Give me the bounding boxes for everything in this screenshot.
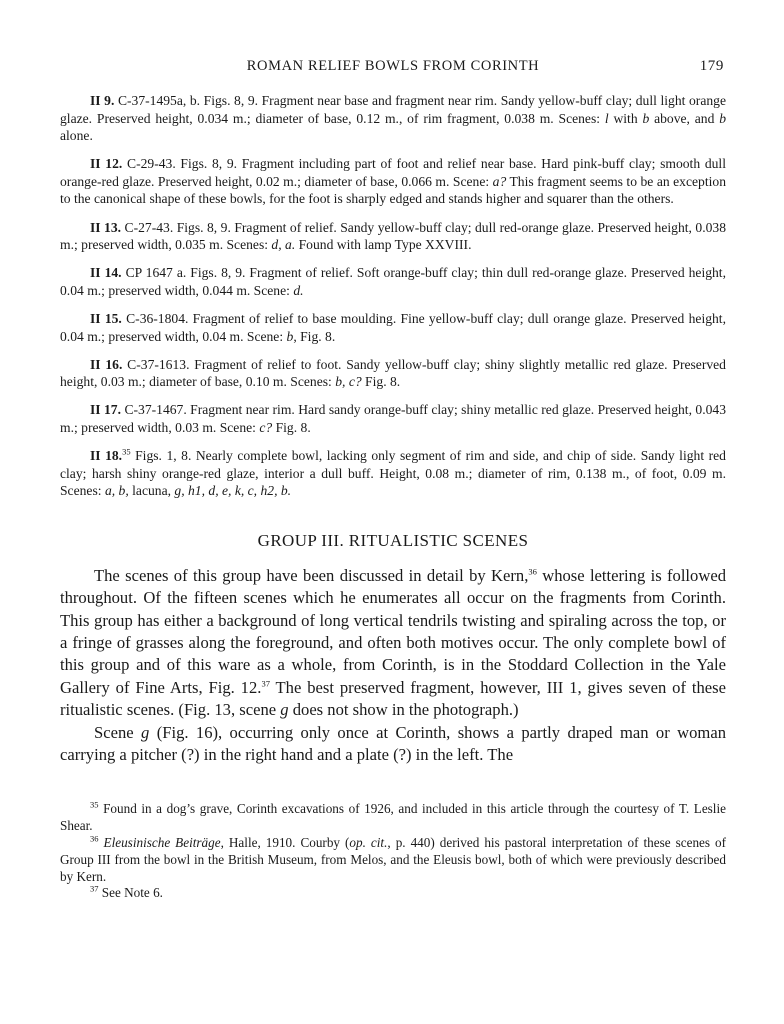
entry-label: II 13. [90,219,122,235]
catalogue-entries [60,92,726,500]
body-paragraph-2: Scene g (Fig. 16), occurring only once at Corinth, shows a partly draped man or woman carrying a pitcher (?) in the right hand and a plate (?) in the left. The [60,722,726,765]
page-number: 179 [699,58,724,74]
footnote-37: $^{37}$ See Note 6. [90,884,163,901]
entry-label: II 12. [90,156,123,172]
entry-label: II 18. [90,448,123,463]
catalogue-entry-ii-17: II 17. C-37-1467. Fragment near rim. Hard sandy orange-buff clay; shiny metallic red glaze. Preserved height, 0.043 m.; preserved width, 0.03 m. Scene: c? Fig. 8. [60,402,726,435]
section-heading: GROUP III. RITUALISTIC SCENES [257,530,529,550]
entry-label: II 9. [90,93,115,108]
catalogue-entry-ii-15: II 15. C-36-1804. Fragment of relief to base moulding. Fine yellow-buff clay; dull orange glaze. Preserved height, 0.04 m.; preserved width, 0.04 m. Scene: b, Fig. 8. [60,310,726,344]
footnote-36: $^{36}$ Eleusinische Beiträge, Halle, 1910. Courby (op. cit., p. 440) derived his pastoral interpretation of these scenes of Group III from the bowl in the British Museum, from Melos, and the Eleusis bowl, both of which were previously described by Kern. [60,833,727,884]
entry-label: II 16. [90,356,123,372]
entry-label: II 17. [90,402,122,418]
catalogue-entry-ii-13: II 13. C-27-43. Figs. 8, 9. Fragment of relief. Sandy yellow-buff clay; dull red-orange glaze. Preserved height, 0.038 m.; preserved width, 0.035 m. Scenes: d, a. Found with lamp Type XXVIII. [60,219,726,253]
catalogue-entry-ii-12: II 12. C-29-43. Figs. 8, 9. Fragment including part of foot and relief near base. Hard pink-buff clay; smooth dull orange-red glaze. Preserved height, 0.02 m.; diameter of base, 0.066 m. Scene: a? This fragment seems to be an exception to the canonical shape of these bowls, for the foot is sharply edged and stands higher and squarer than the others. [60,156,726,207]
catalogue-entry-ii-16: II 16. C-37-1613. Fragment of relief to foot. Sandy yellow-buff clay; shiny slightly metallic red glaze. Preserved height, 0.03 m.; diameter of base, 0.10 m. Scenes: b, c? Fig. 8. [60,356,726,390]
footnote-35: $^{35}$ Found in a dog’s grave, Corinth excavations of 1926, and included in this article through the courtesy of T. Leslie Shear. [60,800,726,834]
catalogue-entry-ii-18: II 18.35 Figs. 1, 8. Nearly complete bowl, lacking only segment of rim and side, and chip of side. Sandy light red clay; harsh shiny orange-red glaze, interior a dull buff. Height, 0.08 m.; diameter of rim, 0.138 m., of foot, 0.09 m. Scenes: a, b, lacuna, g, h1, d, e, k, c, h2, b. [60,446,726,499]
footnotes [60,801,726,902]
footnote-ref-35: 35 [122,446,131,457]
page [60,58,726,902]
running-head [60,58,726,82]
entry-label: II 15. [90,310,122,326]
catalogue-entry-ii-9: II 9. C-37-1495a, b. Figs. 8, 9. Fragment near base and fragment near rim. Sandy yellow-buff clay; dull light orange glaze. Preserved height, 0.034 m.; diameter of base, 0.12 m., of rim fragment, 0.038 m. Scenes: l with b above, and b alone. [60,93,726,144]
entry-label: II 14. [90,265,122,281]
body-paragraph-1: The scenes of this group have been discussed in detail by Kern,$^{36}$ whose lettering is followed throughout. Of the fifteen scenes which he enumerates all occur on the fragments from Corinth. This group has either a background of long vertical tendrils twisting and spiraling across the top, or a fringe of grasses along the foreground, and often both motives occur. The only complete bowl of this group and of this ware as a whole, from Corinth, is in the Stoddard Collection in the Yale Gallery of Fine Arts, Fig. 12.37 The best preserved fragment, however, III 1, gives seven of these ritualistic scenes. (Fig. 13, scene g does not show in the photograph.) [60,565,726,720]
running-head-title: ROMAN RELIEF BOWLS FROM CORINTH [246,58,540,74]
catalogue-entry-ii-14: II 14. CP 1647 a. Figs. 8, 9. Fragment of relief. Soft orange-buff clay; thin dull red-orange glaze. Preserved height, 0.04 m.; preserved width, 0.044 m. Scene: d. [60,265,726,298]
footnote-ref-37: 37 [261,678,270,689]
footnote-ref-36: 36 [528,566,537,577]
